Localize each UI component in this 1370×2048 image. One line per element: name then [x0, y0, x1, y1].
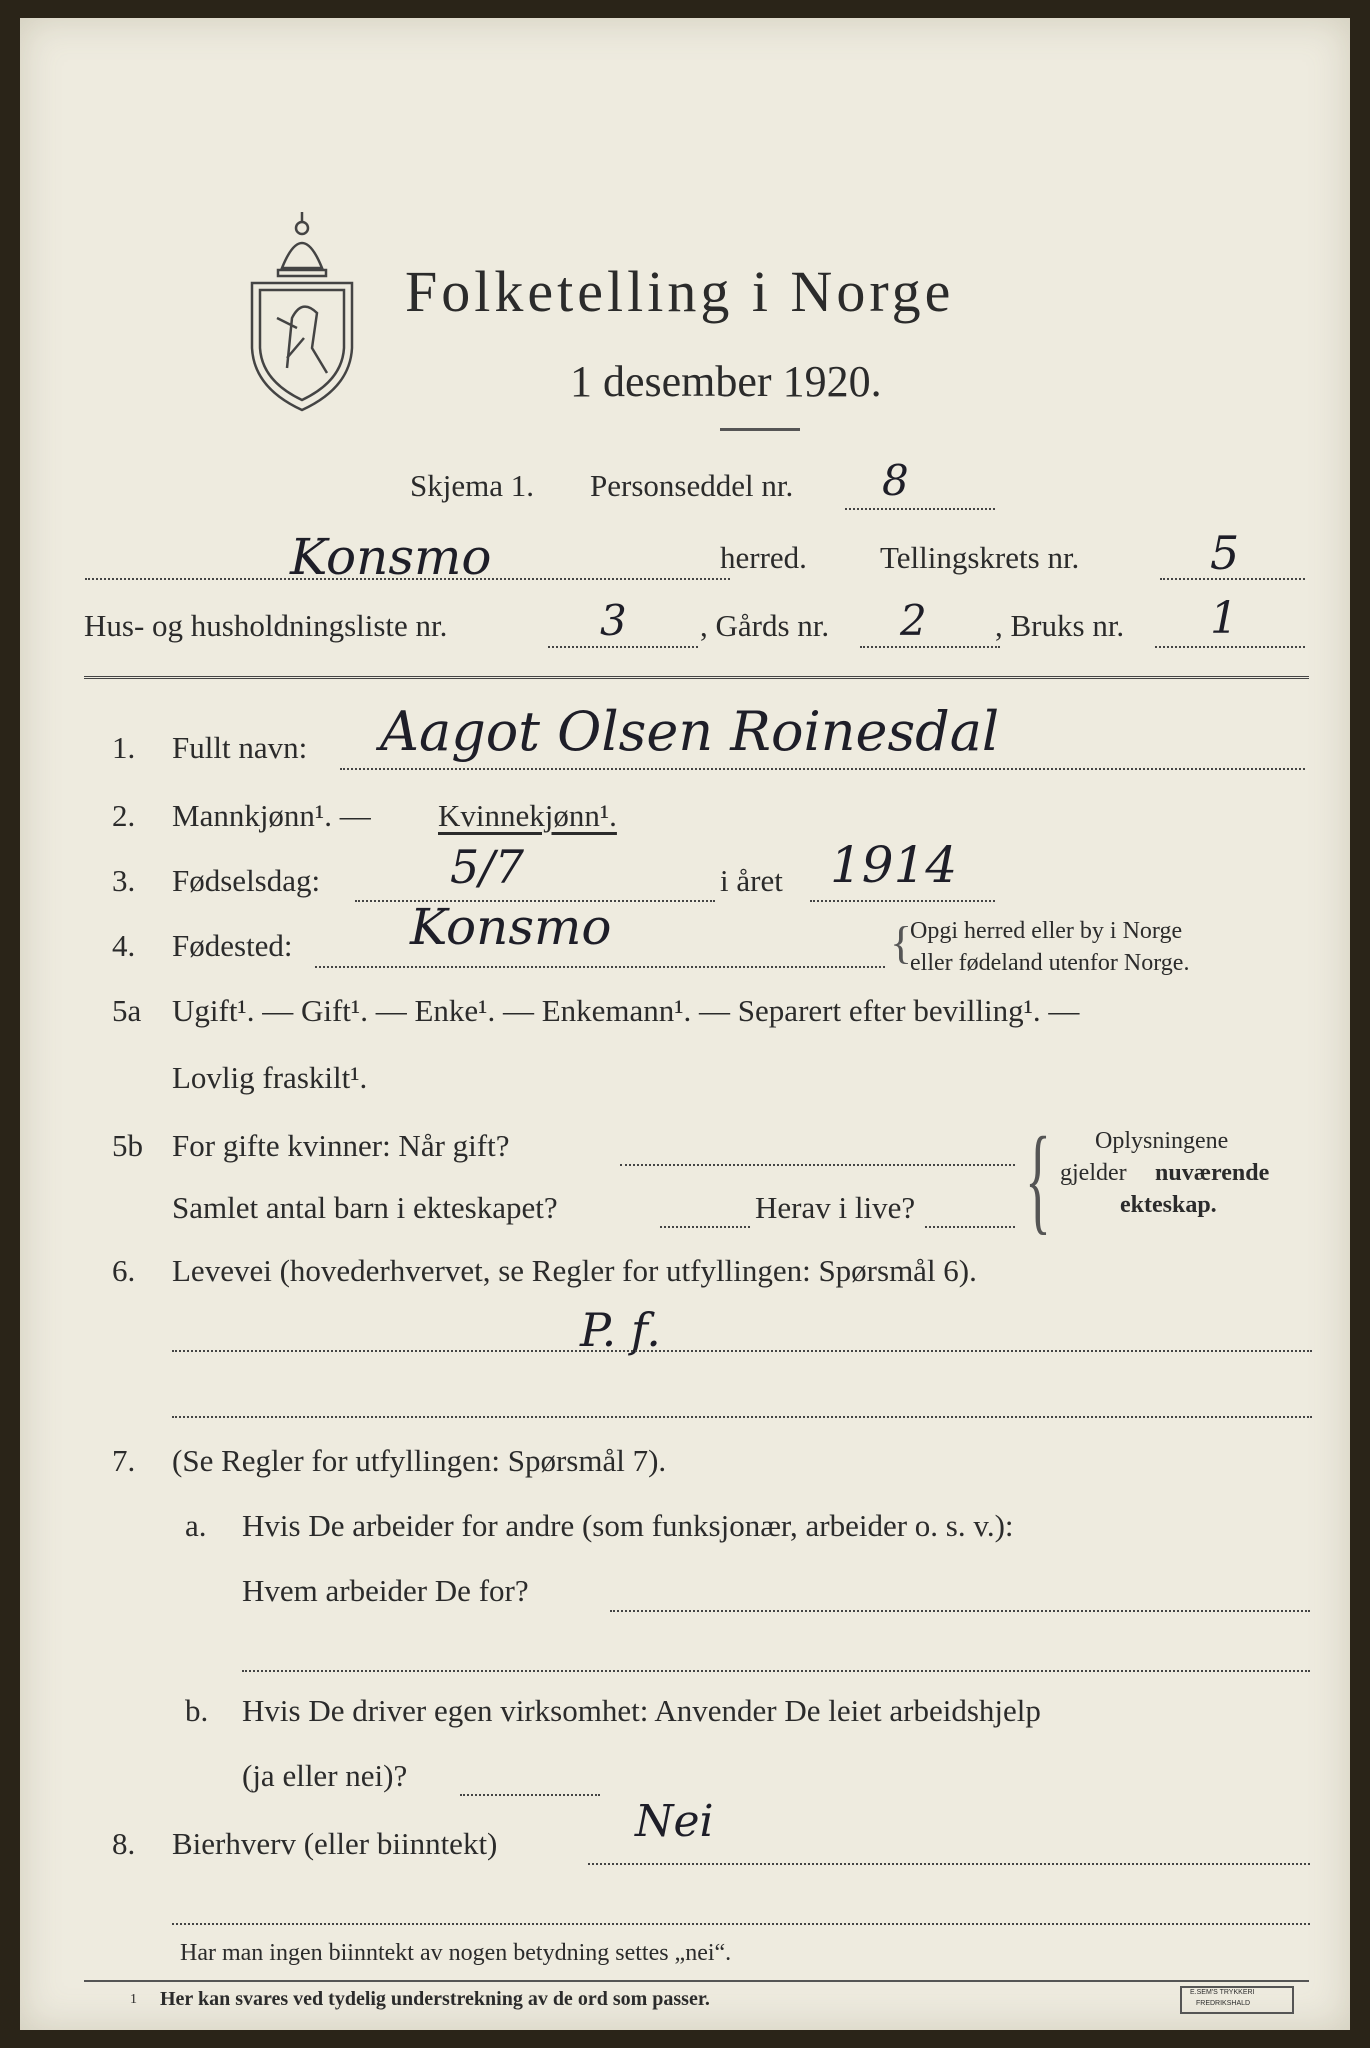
q8-answer-line-1: [588, 1863, 1310, 1865]
q5b-note-line-2a: gjelder: [1060, 1160, 1127, 1186]
q6-label: Levevei (hovederhvervet, se Regler for utfyllingen: Spørsmål 6).: [172, 1253, 977, 1288]
q4-number: 4.: [112, 928, 136, 963]
q3-year-line: [810, 900, 995, 902]
q7a-line-2: Hvem arbeider De for?: [242, 1573, 529, 1608]
q5a-number: 5a: [112, 993, 142, 1028]
q5b-number: 5b: [112, 1128, 143, 1163]
q3-number: 3.: [112, 863, 136, 898]
q3-label: Fødselsdag:: [172, 863, 321, 898]
q5b-brace: {: [1025, 1112, 1051, 1245]
coat-of-arms-emblem: [242, 198, 362, 418]
q8-note: Har man ingen biinntekt av nogen betydning settes „nei“.: [180, 1940, 732, 1966]
personseddel-value[interactable]: 8: [882, 456, 909, 505]
title-divider: [720, 428, 800, 431]
q8-label: Bierhverv (eller biinntekt): [172, 1826, 498, 1861]
q6-number: 6.: [112, 1253, 136, 1288]
q2-female-option-underlined[interactable]: Kvinnekjønn¹.: [438, 798, 617, 833]
q7b-line-2: (ja eller nei)?: [242, 1758, 408, 1793]
q3-birthday-value[interactable]: 5/7: [450, 840, 525, 894]
q4-line: [315, 966, 885, 968]
footnote-text: Her kan svares ved tydelig understrekning av de ord som passer.: [160, 1988, 710, 2010]
q2-number: 2.: [112, 798, 136, 833]
q4-label: Fødested:: [172, 928, 293, 963]
printer-stamp-line-1: E.SEM'S TRYKKERI: [1190, 1989, 1255, 1996]
q6-line-1: [172, 1350, 1312, 1352]
q7a-answer-line-2: [242, 1670, 1310, 1672]
q1-line: [340, 768, 1305, 770]
form-title: Folketelling i Norge: [405, 259, 955, 324]
q7a-line-1: Hvis De arbeider for andre (som funksjonær, arbeider o. s. v.):: [242, 1508, 1014, 1543]
q7-label: (Se Regler for utfyllingen: Spørsmål 7).: [172, 1443, 667, 1478]
printer-stamp-line-2: FREDRIKSHALD: [1196, 2000, 1251, 2007]
q1-full-name[interactable]: Aagot Olsen Roinesdal: [380, 700, 1000, 763]
skjema-label: Skjema 1.: [410, 468, 534, 503]
footnote-mark: 1: [130, 1992, 137, 2007]
q5b-note-line-2b: nuværende: [1155, 1160, 1270, 1186]
q5a-options-line-1[interactable]: Ugift¹. — Gift¹. — Enke¹. — Enkemann¹. — Separert efter bevilling¹. —: [172, 993, 1080, 1028]
husliste-label: Hus- og husholdningsliste nr.: [84, 608, 448, 643]
gards-value[interactable]: 2: [900, 596, 927, 645]
q7b-answer-line: [460, 1794, 600, 1796]
q5b-married-when-line: [620, 1164, 1015, 1166]
tellingskrets-label: Tellingskrets nr.: [880, 540, 1080, 575]
q7a-letter: a.: [185, 1508, 207, 1543]
q5b-married-when-label: For gifte kvinner: Når gift?: [172, 1128, 510, 1163]
q4-birthplace-value[interactable]: Konsmo: [410, 898, 612, 956]
q5b-note-line-3: ekteskap.: [1120, 1192, 1217, 1218]
q7-number: 7.: [112, 1443, 136, 1478]
q4-brace: {: [890, 917, 913, 968]
q3-year-label: i året: [720, 863, 783, 898]
footer-rule: [84, 1980, 1309, 1982]
q2-male-option[interactable]: Mannkjønn¹. —: [172, 798, 371, 833]
personseddel-line: [845, 508, 995, 510]
husliste-value[interactable]: 3: [600, 596, 627, 645]
q5b-children-line: [660, 1226, 750, 1228]
q5a-options-line-2[interactable]: Lovlig fraskilt¹.: [172, 1060, 368, 1095]
q1-label: Fullt navn:: [172, 730, 308, 765]
bruks-label: , Bruks nr.: [995, 608, 1125, 643]
bruks-line: [1155, 646, 1305, 648]
form-date: 1 desember 1920.: [570, 357, 882, 406]
q5b-children-label: Samlet antal barn i ekteskapet?: [172, 1190, 558, 1225]
q5b-alive-label: Herav i live?: [755, 1190, 916, 1225]
q7b-line-1: Hvis De driver egen virksomhet: Anvender De leiet arbeidshjelp: [242, 1693, 1041, 1728]
q5b-alive-line: [925, 1226, 1015, 1228]
gards-label: , Gårds nr.: [700, 608, 830, 643]
q4-note-line-1: Opgi herred eller by i Norge: [910, 918, 1183, 944]
q7b-letter: b.: [185, 1693, 209, 1728]
q1-number: 1.: [112, 730, 136, 765]
husliste-line: [548, 646, 698, 648]
header-rule: [84, 676, 1309, 679]
q8-number: 8.: [112, 1826, 136, 1861]
q8-answer-line-2: [172, 1923, 1310, 1925]
herred-label: herred.: [720, 540, 807, 575]
herred-value[interactable]: Konsmo: [290, 528, 492, 586]
gards-line: [860, 646, 1000, 648]
q4-note-line-2: eller fødeland utenfor Norge.: [910, 950, 1190, 976]
q3-year-value[interactable]: 1914: [830, 836, 958, 894]
q7a-answer-line-1: [610, 1610, 1310, 1612]
q5b-note-line-1: Oplysningene: [1095, 1128, 1229, 1154]
bruks-value[interactable]: 1: [1210, 593, 1238, 644]
q6-occupation-value[interactable]: P. f.: [580, 1303, 661, 1357]
q8-answer-value[interactable]: Nei: [635, 1796, 714, 1847]
census-form-page: [20, 18, 1350, 2030]
tellingskrets-value[interactable]: 5: [1210, 526, 1240, 580]
personseddel-label: Personseddel nr.: [590, 468, 794, 503]
printer-stamp: [1180, 1986, 1294, 2014]
q6-line-2: [172, 1416, 1312, 1418]
